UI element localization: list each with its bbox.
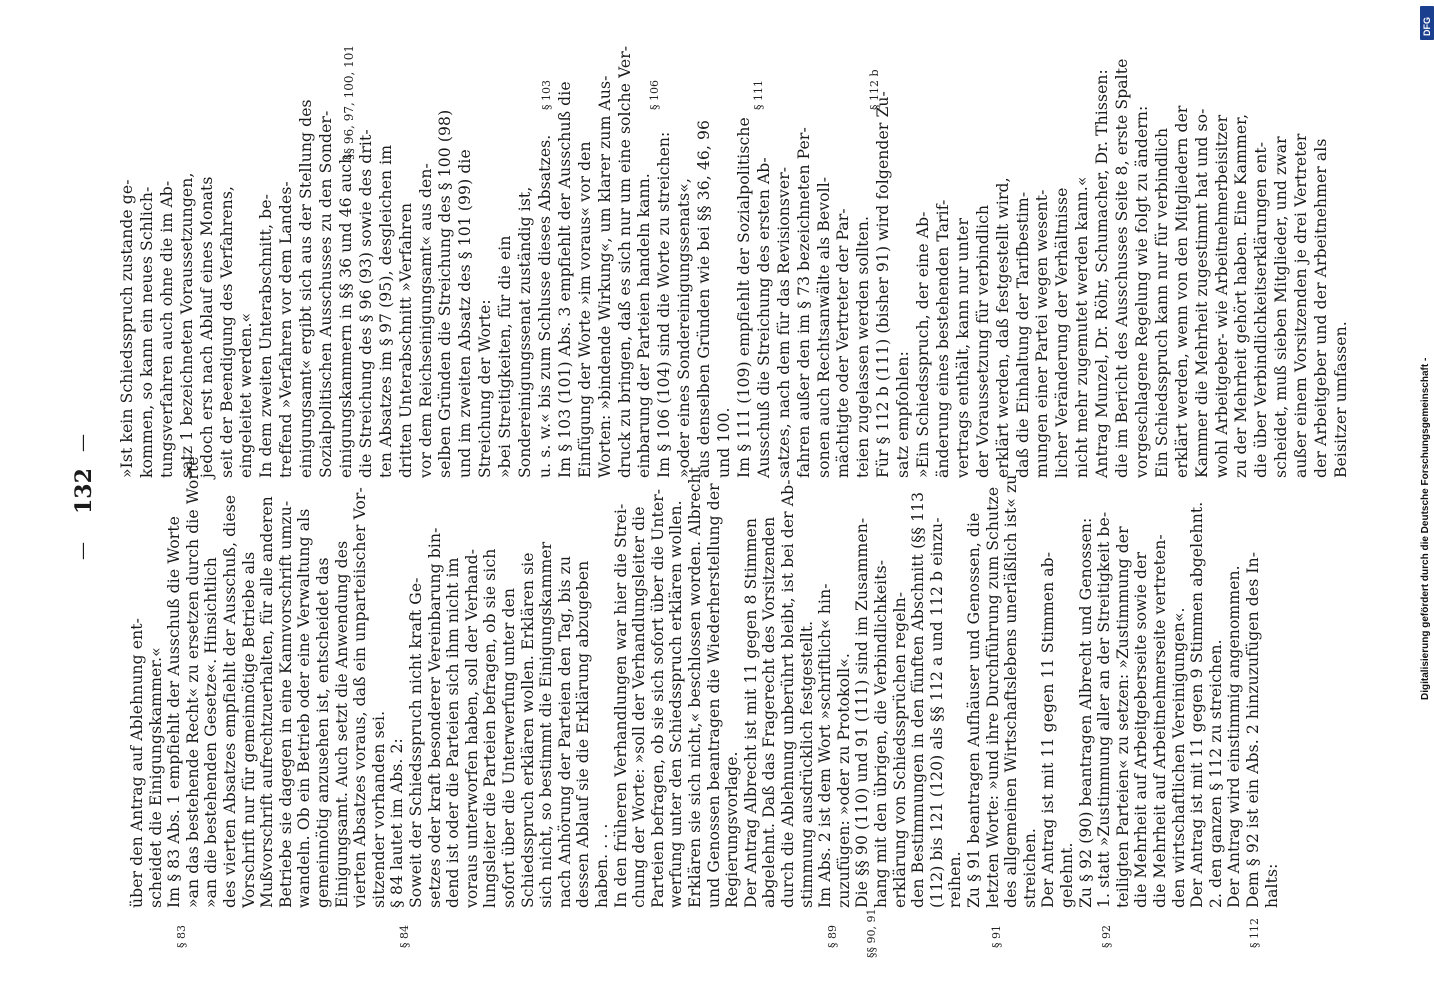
left-column-line: Schiedsspruch erklären wollen. Erklären sie — [518, 552, 537, 908]
right-column-line: mungen einer Partei wegen wesent- — [1033, 189, 1052, 478]
margin-note-p84: § 84 — [398, 925, 411, 948]
margin-note-p96-101: §§ 96, 97, 100, 101 — [342, 44, 356, 160]
right-column-line: In dem zweiten Unterabschnitt, be- — [257, 194, 276, 478]
right-column-line: seit der Beendigung des Verfahrens, — [217, 186, 236, 478]
left-column-line: Soweit der Schiedsspruch nicht kraft Ge- — [407, 577, 425, 908]
margin-note-p91: § 91 — [990, 925, 1003, 948]
right-column-line: Einfügung der Worte »im voraus« vor den — [575, 141, 594, 478]
left-column-line: Betriebe sie dagegen in eine Kannvorschrift umzu- — [276, 500, 295, 908]
left-column-line: abgelehnt. Daß das Fragerecht des Vorsitzenden — [760, 516, 779, 908]
right-column-line: zu der Mehrheit gehört haben. Eine Kammer, — [1232, 113, 1251, 478]
right-column-line: und 100. — [715, 407, 733, 478]
left-column-line: Zu § 91 beantragen Aufhäuser und Genossen, die — [965, 512, 983, 908]
left-column-line: zuzufügen: »oder zu Protokoll«. — [834, 653, 853, 908]
left-column-line: Die §§ 90 (110) und 91 (111) sind im Zusammen- — [853, 517, 872, 908]
right-column-line: »bei Streitigkeiten, für die ein — [496, 235, 515, 478]
right-column-line: vertrags enthält, kann nur unter — [953, 217, 972, 478]
left-column-line: den Bestimmungen in den fünften Abschnitt (§§ 113 — [909, 491, 928, 908]
left-column-line: halts: — [1262, 863, 1281, 908]
right-column-line: treffend »Verfahren vor dem Landes- — [277, 181, 296, 478]
right-column-line: Beisitzer umfassen. — [1331, 321, 1350, 478]
left-column-line: In den früheren Verhandlungen war hier die Strei- — [611, 503, 630, 908]
margin-note-p90-91: §§ 90, 91 — [865, 908, 878, 958]
right-column-line: satz empfohlen: — [894, 351, 913, 478]
right-column-line: die im Bericht des Ausschusses Seite 8, erste Spalte — [1113, 58, 1131, 478]
left-column-line: Der Antrag ist mit 11 gegen 9 Stimmen abgelehnt. — [1188, 501, 1207, 908]
left-column-line: dend ist oder die Parteien sich ihm nicht im — [444, 557, 463, 908]
right-column-line: Sozialpolitischen Ausschusses zu den Sonder- — [317, 110, 335, 478]
left-column-line: vierten Absatzes voraus, daß ein unparteiischer Vor- — [351, 487, 370, 908]
margin-note-p106: § 106 — [648, 80, 661, 110]
margin-note-p112b: § 112 b — [868, 69, 881, 110]
left-column-line: setzes oder kraft besonderer Vereinbarung bin- — [425, 527, 444, 908]
right-column-line: jedoch erst nach Ablauf eines Monats — [197, 176, 216, 478]
left-column-line: Einigungsamt. Auch setzt die Anwendung des — [332, 540, 351, 908]
right-column-line: »Ein Schiedsspruch, der eine Ab- — [914, 211, 932, 478]
margin-note-p111: § 111 — [752, 80, 765, 110]
left-column-line: Regierungsvorlage. — [723, 751, 742, 908]
left-column-line: lungsleiter die Parteien befragen, ob sie sich — [481, 548, 500, 908]
right-column-line: daß die Einhaltung der Tarifbestim- — [1013, 191, 1032, 478]
right-column-line: scheidet, muß sieben Mitglieder, und zwar — [1272, 136, 1291, 478]
right-column-line: Im § 103 (101) Abs. 3 empfiehlt der Ausschuß die — [555, 81, 574, 478]
right-column-line: Ein Schiedsspruch kann nur für verbindlich — [1152, 127, 1171, 478]
left-column-line: haben. . . . — [593, 823, 611, 908]
left-column-line: sich nicht, so bestimmt die Einigungskammer — [537, 541, 556, 908]
right-column-line: die Streichung des § 96 (93) sowie des drit- — [356, 129, 375, 478]
left-column-line: werfung unter den Schiedsspruch erklären wollen. — [667, 500, 686, 908]
header-dash-left: — — [72, 542, 93, 560]
right-column-line: erklärt werden, wenn von den Mitgliedern der — [1172, 105, 1191, 478]
left-column-line: streichen. — [1020, 828, 1039, 908]
header-dash-right: — — [72, 434, 93, 452]
right-column-line: Worten: »bindende Wirkung«, um klarer zum Aus- — [595, 75, 614, 478]
left-column-line: die Mehrheit auf Arbeitgeberseite sowie der — [1132, 552, 1151, 908]
left-column-line: stimmung ausdrücklich festgestellt. — [797, 620, 816, 908]
right-column-line: »Ist kein Schiedsspruch zustande ge- — [118, 179, 136, 478]
left-column-line: Mußvorschrift aufrechtzuerhalten, für alle anderen — [258, 496, 277, 908]
right-column-line: Kammer die Mehrheit zugestimmt hat und so- — [1192, 108, 1211, 478]
left-column-line: Der Antrag wird einstimmig angenommen. — [1225, 565, 1244, 908]
right-column-line: Im § 106 (104) sind die Worte zu streichen: — [655, 131, 674, 478]
margin-note-p83: § 83 — [175, 925, 188, 948]
right-column-line: und im zweiten Absatz des § 101 (99) die — [456, 149, 475, 478]
left-column-line: sitzender vorhanden sei. — [369, 710, 388, 908]
left-column-line: gemeinnötig anzusehen ist, entscheidet das — [314, 557, 332, 908]
right-column-line: vorgeschlagene Regelung wie folgt zu ändern: — [1132, 105, 1151, 478]
right-column-line: Im § 111 (109) empfiehlt der Sozialpolitische — [734, 117, 753, 478]
right-column-line: der Voraussetzung für verbindlich — [973, 204, 992, 478]
left-column-line: sofort über die Unterwerfung unter den — [500, 587, 518, 908]
left-column-line: wandeln. Ob ein Betrieb oder eine Verwaltung als — [295, 508, 314, 908]
right-column-line: die über Verbindlichkeitserklärungen ent- — [1252, 141, 1271, 478]
right-column-line: ten Absatzes im § 97 (95), desgleichen im — [376, 144, 395, 478]
left-column-line: Der Antrag ist mit 11 gegen 11 Stimmen ab- — [1039, 551, 1058, 908]
right-column-line: selben Gründen die Streichung des § 100 (98) — [436, 109, 455, 478]
left-column-line: gelehnt. — [1058, 842, 1076, 908]
right-column-line: änderung eines bestehenden Tarif- — [933, 199, 952, 478]
right-column-line: einbarung der Parteien handeln kann. — [635, 173, 654, 478]
right-column-line: licher Veränderung der Verhältnisse — [1053, 187, 1072, 478]
right-column-line: Ausschuß die Streichung des ersten Ab- — [754, 157, 773, 478]
right-column-line: der Arbeitgeber und der Arbeitnehmer als — [1312, 138, 1330, 478]
left-column-line: letzten Worte: »und ihre Durchführung zum Schutze — [983, 486, 1002, 908]
right-column-line: teien zugelassen werden sollten. — [854, 216, 873, 478]
left-column-line: die Mehrheit auf Arbeitnehmerseite vertreten- — [1151, 534, 1169, 908]
left-column-line: teiligten Parteien« zu setzen: »Zustimmung der — [1113, 526, 1132, 908]
right-column-line: »oder eines Sondereinigungssenats«, — [675, 178, 694, 478]
right-column-line: dritten Unterabschnitt »Verfahren — [396, 202, 415, 478]
right-column-line: satzes, nach dem für das Revisionsver- — [774, 166, 793, 478]
left-column-line: dessen Ablauf sie die Erklärung abzugeben — [574, 560, 593, 908]
right-column-line: einigungskammern in §§ 36 und 46 auch — [336, 153, 355, 478]
right-column-line: Streichung der Worte: — [476, 299, 495, 478]
right-column-line: einigungsamt« ergibt sich aus der Stellung des — [297, 99, 316, 478]
right-column-line: mächtigte oder Vertreter der Par- — [834, 208, 853, 478]
right-column-line: kommen, so kann ein neues Schlich- — [137, 186, 156, 478]
left-column-line: voraus unterworfen haben, soll der Verhand- — [462, 548, 481, 908]
left-column-line: Dem § 92 ist ein Abs. 2 hinzuzufügen des In- — [1244, 551, 1262, 908]
page-number: 132 — [71, 468, 97, 514]
margin-note-p92: § 92 — [1100, 925, 1113, 948]
right-column-line: wohl Arbeitgeber- wie Arbeitnehmerbeisitzer — [1212, 114, 1231, 478]
margin-note-p112: § 112 — [1248, 918, 1261, 948]
right-column-line: aus denselben Gründen wie bei §§ 36, 46, 96 — [695, 119, 714, 478]
right-column-line: sonen auch Rechtsanwälte als Bevoll- — [814, 176, 833, 478]
left-column-line: des vierten Absatzes empfiehlt der Ausschuß, diese — [221, 494, 239, 908]
right-column-line: außer einem Vorsitzenden je drei Vertreter — [1292, 133, 1311, 478]
right-column-line: nicht mehr zugemutet werden kann.« — [1073, 176, 1092, 478]
left-column-line: 2. den ganzen § 112 zu streichen. — [1206, 639, 1225, 908]
left-column-line: des allgemeinen Wirtschaftslebens unerläßlich ist« zu — [1002, 474, 1021, 908]
left-column-line: Der Antrag Albrecht ist mit 11 gegen 8 Stimmen — [741, 517, 760, 908]
left-column-line: scheidet die Einigungskammer.« — [146, 647, 165, 908]
left-column-line: chung der Worte: »soll der Verhandlungsleiter die — [630, 506, 649, 908]
left-column-line: »an die bestehenden Gesetze«. Hinsichtlich — [202, 557, 221, 908]
right-column-line: Antrag Munzel, Dr. Röhr, Schumacher, Dr. Thissen: — [1093, 69, 1112, 478]
left-column-line: über den Antrag auf Ablehnung ent- — [128, 618, 146, 908]
left-column-line: und Genossen beantragen die Wiederherstellung der — [704, 483, 723, 908]
right-column-line: fahren außer den im § 73 bezeichneten Per- — [794, 127, 813, 478]
right-column-line: Sondereinigungssenat zuständig ist, — [516, 186, 534, 478]
left-column-line: Erklären sie sich nicht,« beschlossen worden. Albrecht — [686, 467, 704, 908]
left-column-line: reihen. — [946, 851, 965, 908]
left-column-line: »an das bestehende Recht« zu ersetzen durch die Worte — [183, 456, 202, 908]
left-column-line: Zu § 92 (90) beantragen Albrecht und Genossen: — [1076, 517, 1095, 908]
right-column-line: u. s. w.« bis zum Schlusse dieses Absatzes. — [535, 134, 554, 478]
left-column-line: nach Anhörung der Parteien den Tag, bis zu — [555, 555, 574, 908]
left-column-line: Parteien befragen, ob sie sich sofort über die Unter- — [648, 488, 667, 908]
left-column-line: (112) bis 121 (120) als §§ 112 a und 112 b einzu- — [927, 517, 946, 908]
left-column-line: Vorschrift nur für gemeinnötige Betriebe als — [239, 551, 258, 908]
right-column-line: vor dem Reichseinigungsamt« aus den- — [416, 163, 435, 478]
dfg-logo: DFG — [1420, 6, 1434, 40]
right-column-line: satz 1 bezeichneten Voraussetzungen, — [177, 172, 196, 478]
right-column-line: eingeleitet werden.« — [237, 312, 256, 478]
left-column-line: 1. statt »Zustimmung aller an der Streitigkeit be- — [1095, 511, 1114, 908]
left-column-line: § 84 lautet im Abs. 2: — [388, 738, 407, 908]
left-column-line: durch die Ablehnung unberührt bleibt, ist bei der Ab- — [779, 479, 797, 908]
left-column-line: den wirtschaftlichen Vereinigungen«. — [1169, 607, 1188, 908]
left-column-line: erklärung von Schiedssprüchen regeln- — [890, 591, 909, 908]
left-column-line: hang mit den übrigen, die Verbindlichkeits- — [872, 559, 890, 908]
margin-note-p89: § 89 — [826, 925, 839, 948]
right-column-line: erklärt werden, daß festgestellt wird, — [993, 177, 1012, 478]
margin-note-p103: § 103 — [540, 80, 553, 110]
left-column-line: Im Abs. 2 ist dem Wort »schriftlich« hin- — [816, 583, 835, 908]
right-column-line: Für § 112 b (111) (bisher 91) wird folgender Zu- — [874, 91, 893, 478]
right-column-line: druck zu bringen, daß es sich nur um eine solche Ver- — [615, 45, 634, 478]
right-column-line: tungsverfahren auch ohne die im Ab- — [157, 180, 176, 478]
left-column-line: Im § 83 Abs. 1 empfiehlt der Ausschuß die Worte — [165, 515, 184, 908]
funding-note: Digitalisierung gefördert durch die Deutsche Forschungsgemeinschaft - — [1420, 357, 1431, 700]
